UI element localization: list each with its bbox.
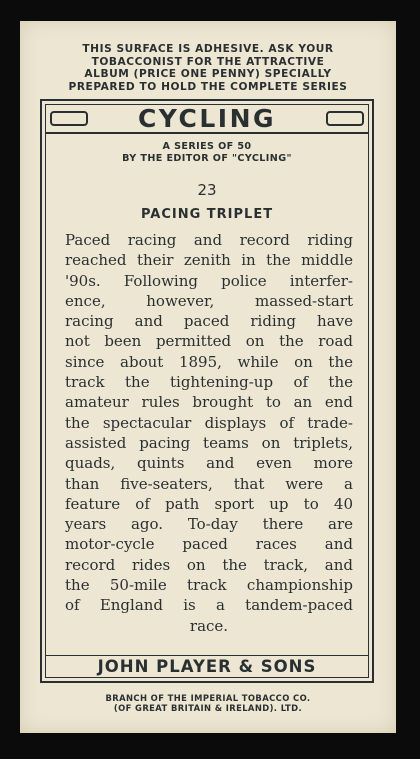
- publisher-note: [20, 693, 396, 713]
- description-line: race.: [189, 616, 229, 635]
- description-text: [65, 230, 353, 636]
- cigarette-card: [20, 21, 396, 733]
- description-line: assisted pacing teams on triplets,: [65, 433, 353, 452]
- description-line: Paced racing and record riding: [65, 231, 353, 249]
- description-line: since about 1895, while on the: [65, 352, 353, 371]
- description-line: reached their zenith in the middle: [65, 251, 353, 270]
- description-line: motor-cycle paced races and: [65, 535, 353, 554]
- description-line: years ago. To-day there are: [65, 515, 353, 534]
- description-line: than five-seaters, that were a: [65, 474, 353, 493]
- description-line: quads, quints and even more: [65, 454, 353, 473]
- description-line: track the tightening-up of the: [65, 373, 353, 392]
- description-line: '90s. Following police interfer-: [65, 271, 353, 290]
- description-line: the 50-mile track championship: [65, 576, 353, 595]
- publisher-note-line: BRANCH OF THE IMPERIAL TOBACCO CO.: [105, 693, 311, 703]
- series-info: [45, 141, 369, 164]
- description-line: ence, however, massed-start: [65, 291, 353, 310]
- card-heading: PACING TRIPLET: [140, 207, 274, 222]
- description-line: feature of path sport up to 40: [65, 494, 353, 513]
- adhesive-notice-line: ALBUM (PRICE ONE PENNY) SPECIALLY: [84, 68, 332, 81]
- card-title: CYCLING: [137, 104, 277, 133]
- description-line: amateur rules brought to an end: [65, 393, 353, 412]
- description-line: the spectacular displays of trade-: [65, 413, 353, 432]
- adhesive-notice-line: PREPARED TO HOLD THE COMPLETE SERIES: [68, 80, 348, 93]
- description-line: record rides on the track, and: [65, 555, 353, 574]
- title-ornament-right: [326, 111, 364, 126]
- series-info-line: A SERIES OF 50: [162, 141, 252, 152]
- publisher-name: JOHN PLAYER & SONS: [97, 657, 317, 676]
- description-line: racing and paced riding have: [65, 312, 353, 331]
- adhesive-notice-line: THIS SURFACE IS ADHESIVE. ASK YOUR: [82, 43, 334, 55]
- description-line: of England is a tandem-paced: [65, 596, 353, 615]
- series-info-line: BY THE EDITOR OF "CYCLING": [122, 152, 292, 164]
- publisher-note-line: (OF GREAT BRITAIN & IRELAND). LTD.: [113, 703, 303, 713]
- description-line: not been permitted on the road: [65, 332, 353, 351]
- adhesive-notice-line: TOBACCONIST FOR THE ATTRACTIVE: [91, 55, 325, 68]
- adhesive-notice: [20, 43, 396, 93]
- title-band: [45, 104, 369, 134]
- publisher-band: [45, 655, 369, 678]
- card-number: 23: [197, 181, 217, 199]
